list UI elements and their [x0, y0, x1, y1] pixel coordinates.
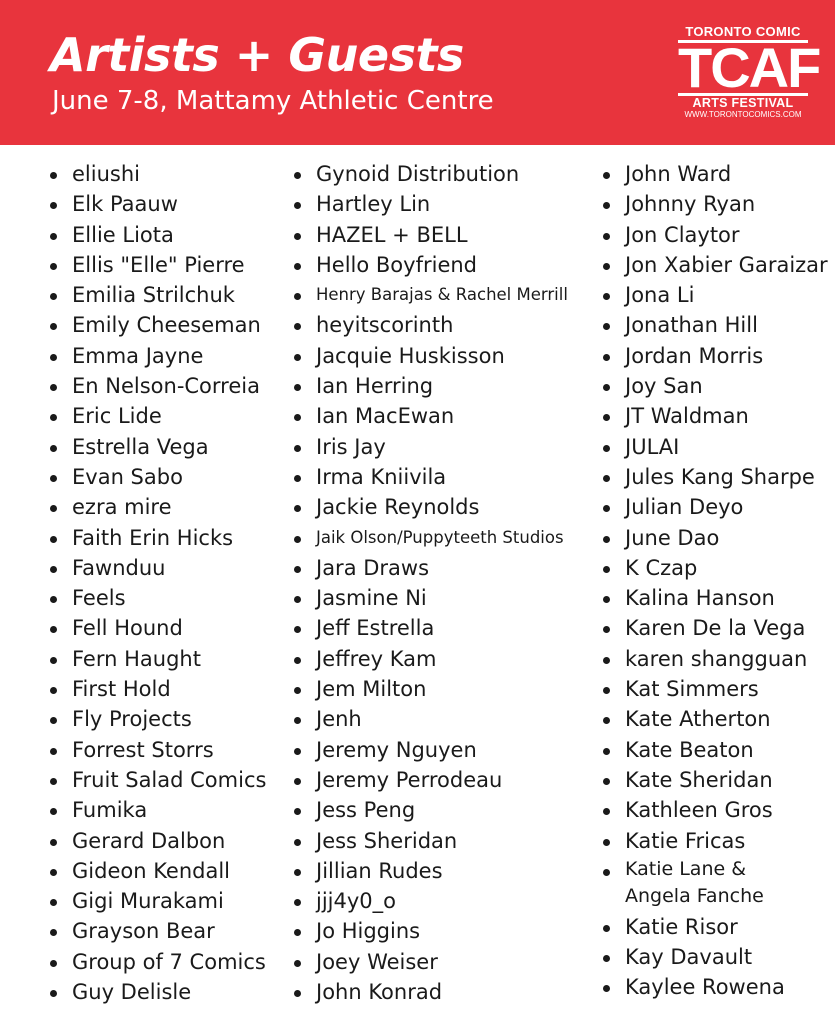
artist-list-item: Kate Beaton	[603, 735, 828, 765]
artist-list-item: Joey Weiser	[294, 947, 568, 977]
event-subtitle: June 7-8, Mattamy Athletic Centre	[52, 86, 494, 116]
artist-list-item: Ellis "Elle" Pierre	[50, 250, 266, 280]
artist-list-item: Ellie Liota	[50, 220, 266, 250]
artist-list-item: Johnny Ryan	[603, 189, 828, 219]
header-banner	[0, 0, 835, 145]
artist-list-item: Jara Draws	[294, 553, 568, 583]
artist-list-item: Feels	[50, 583, 266, 613]
artist-list-item: Katie Fricas	[603, 826, 828, 856]
artist-list-item: Emma Jayne	[50, 341, 266, 371]
artist-list-item: En Nelson-Correia	[50, 371, 266, 401]
artist-list-item: June Dao	[603, 523, 828, 553]
artist-list-item: Gynoid Distribution	[294, 159, 568, 189]
artist-list-item: Jasmine Ni	[294, 583, 568, 613]
artist-list-item: K Czap	[603, 553, 828, 583]
artist-list-item: eliushi	[50, 159, 266, 189]
artist-list-item: Jess Sheridan	[294, 826, 568, 856]
artist-list-item: Iris Jay	[294, 432, 568, 462]
artist-list-column-2	[294, 159, 568, 1007]
artist-list-item: Kathleen Gros	[603, 795, 828, 825]
artist-list-column-3	[603, 159, 828, 1003]
artist-list-item: John Konrad	[294, 977, 568, 1007]
artist-list-item: Jenh	[294, 704, 568, 734]
artist-list-item: First Hold	[50, 674, 266, 704]
artist-list-item: Jonathan Hill	[603, 310, 828, 340]
artist-list-item: jjj4y0_o	[294, 886, 568, 916]
artist-list-item: Jon Claytor	[603, 220, 828, 250]
artist-list-item: Katie Risor	[603, 912, 828, 942]
artist-list-item: Jordan Morris	[603, 341, 828, 371]
logo-bottom-text: ARTS FESTIVAL	[692, 96, 794, 110]
artist-list-item: Hello Boyfriend	[294, 250, 568, 280]
artist-list-item: Guy Delisle	[50, 977, 266, 1007]
artist-list-item: John Ward	[603, 159, 828, 189]
artist-list-item: Jess Peng	[294, 795, 568, 825]
artist-list-item: Gerard Dalbon	[50, 826, 266, 856]
logo-top-text: TORONTO COMIC	[685, 24, 801, 39]
artist-list-item: Jackie Reynolds	[294, 492, 568, 522]
artist-list-item: Joy San	[603, 371, 828, 401]
artist-list-item: Emilia Strilchuk	[50, 280, 266, 310]
artist-list-item: Kaylee Rowena	[603, 972, 828, 1002]
artist-list-item: Fumika	[50, 795, 266, 825]
artist-list-item: Grayson Bear	[50, 916, 266, 946]
artist-list-item: JT Waldman	[603, 401, 828, 431]
artist-list-item: Faith Erin Hicks	[50, 523, 266, 553]
artist-list-item: Fern Haught	[50, 644, 266, 674]
artist-list-item: Fly Projects	[50, 704, 266, 734]
artist-list-item: Jaik Olson/Puppyteeth Studios	[294, 523, 568, 553]
artist-list-item: Irma Kniivila	[294, 462, 568, 492]
artist-list-item: Forrest Storrs	[50, 735, 266, 765]
artist-list-item: Eric Lide	[50, 401, 266, 431]
artist-list-item: JULAI	[603, 432, 828, 462]
artist-list-item: Jeffrey Kam	[294, 644, 568, 674]
artist-list-item: Jona Li	[603, 280, 828, 310]
artist-list-item: HAZEL + BELL	[294, 220, 568, 250]
artist-list-column-1	[50, 159, 266, 1007]
artist-list-item: ezra mire	[50, 492, 266, 522]
artist-list-item: Gigi Murakami	[50, 886, 266, 916]
artist-list-item: heyitscorinth	[294, 310, 568, 340]
artist-list-item: Jules Kang Sharpe	[603, 462, 828, 492]
artist-list-item: Jem Milton	[294, 674, 568, 704]
artist-list-item: Kay Davault	[603, 942, 828, 972]
artist-list-item: Group of 7 Comics	[50, 947, 266, 977]
artist-list-item: Evan Sabo	[50, 462, 266, 492]
artist-list-item: Gideon Kendall	[50, 856, 266, 886]
logo-mark: TCAF	[678, 36, 820, 99]
artist-list-item: Julian Deyo	[603, 492, 828, 522]
artist-list-item: Kate Atherton	[603, 704, 828, 734]
artist-list-item: Henry Barajas & Rachel Merrill	[294, 280, 568, 310]
artist-list-item: Ian MacEwan	[294, 401, 568, 431]
artist-list-item: Jon Xabier Garaizar	[603, 250, 828, 280]
artist-list-item: Jeff Estrella	[294, 613, 568, 643]
page-title: Artists + Guests	[50, 28, 464, 82]
artist-list-item: Emily Cheeseman	[50, 310, 266, 340]
artist-list-item: Jillian Rudes	[294, 856, 568, 886]
artist-list-item: Jacquie Huskisson	[294, 341, 568, 371]
artist-list-item: karen shangguan	[603, 644, 828, 674]
artist-list-item: Kate Sheridan	[603, 765, 828, 795]
artist-list-item: Estrella Vega	[50, 432, 266, 462]
artist-list-item: Jeremy Nguyen	[294, 735, 568, 765]
artist-list-item: Ian Herring	[294, 371, 568, 401]
artist-list-item: Hartley Lin	[294, 189, 568, 219]
artist-list-item: Jo Higgins	[294, 916, 568, 946]
artist-list-item: Elk Paauw	[50, 189, 266, 219]
artist-list-item: Katie Lane & Angela Fanche	[603, 856, 815, 912]
tcaf-logo	[678, 24, 820, 124]
artist-list-item: Kat Simmers	[603, 674, 828, 704]
logo-url: WWW.TORONTOCOMICS.COM	[684, 110, 802, 119]
artist-list-item: Kalina Hanson	[603, 583, 828, 613]
artist-list-item: Jeremy Perrodeau	[294, 765, 568, 795]
artist-list-item: Fawnduu	[50, 553, 266, 583]
artist-list-item: Fruit Salad Comics	[50, 765, 266, 795]
artist-list-item: Fell Hound	[50, 613, 266, 643]
artist-list-item: Karen De la Vega	[603, 613, 828, 643]
